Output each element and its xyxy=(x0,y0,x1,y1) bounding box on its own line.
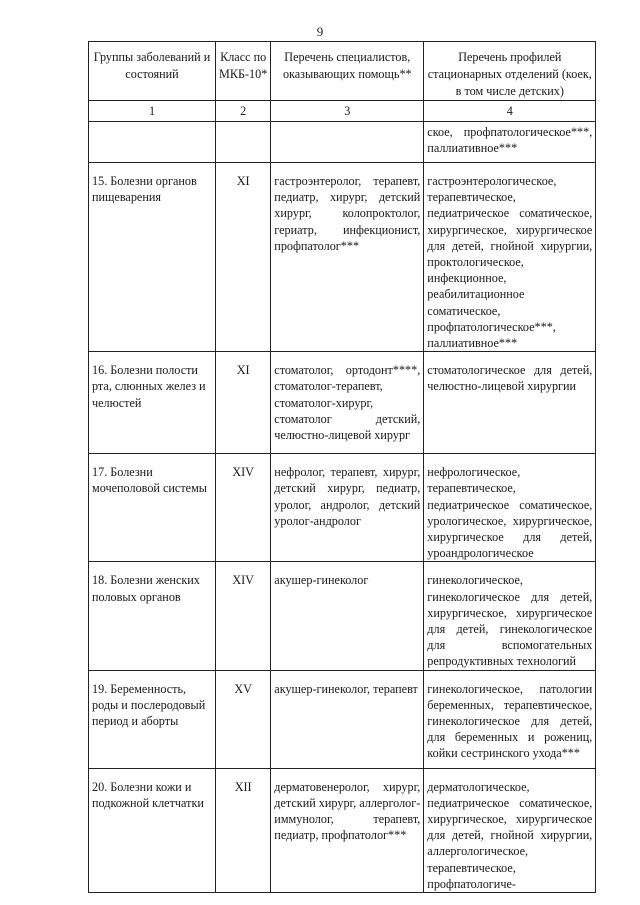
page-number: 9 xyxy=(316,24,324,39)
icd-class: XII xyxy=(216,768,271,892)
column-number: 1 xyxy=(89,101,216,122)
header-icd-class: Класс по МКБ-10* xyxy=(216,42,271,101)
specialists-list: стоматолог, ортодонт****, стоматолог-терапевт, стоматолог-хирург, стоматолог детский, челюстно-лицевой хирург xyxy=(271,352,424,454)
continuation-specialists xyxy=(271,122,424,163)
disease-group: 16. Болезни полости рта, слюнных желез и челюстей xyxy=(89,352,216,454)
profiles-list: нефрологическое, терапевтическое, педиатрическое соматическое, урологическое, хирургическое, хирургическое для детей, уроандрологическое xyxy=(424,454,596,562)
table-row xyxy=(89,352,596,454)
table-row xyxy=(89,454,596,562)
column-number: 3 xyxy=(271,101,424,122)
profiles-list: гастроэнтерологическое, терапевтическое, педиатрическое соматическое, хирургическое, хирургическое для детей, гнойной хирургии, проктологическое, инфекционное, реабилитационное соматическое, профпатологическое***, паллиативное*** xyxy=(424,163,596,352)
profiles-list: стоматологическое для детей, челюстно-лицевой хирургии xyxy=(424,352,596,454)
icd-class: XIV xyxy=(216,562,271,670)
disease-group: 19. Беременность, роды и послеродовый период и аборты xyxy=(89,670,216,768)
icd-class: XIV xyxy=(216,454,271,562)
table-row xyxy=(89,768,596,892)
disease-group: 17. Болезни мочеполовой системы xyxy=(89,454,216,562)
icd-class: XI xyxy=(216,163,271,352)
table-row xyxy=(89,562,596,670)
profiles-list: гинекологическое, патологии беременных, терапевтическое, гинекологическое для детей, для беременных и рожениц, койки сестринского ухода*** xyxy=(424,670,596,768)
disease-group: 15. Болезни органов пищеварения xyxy=(89,163,216,352)
specialists-list: нефролог, терапевт, хирург, детский хирург, педиатр, уролог, андролог, детский уролог-андролог xyxy=(271,454,424,562)
column-number: 4 xyxy=(424,101,596,122)
profiles-list: дерматологическое, педиатрическое соматическое, хирургическое, хирургическое для детей, гнойной хирургии, аллергологическое, терапевтическое, профпатологиче- xyxy=(424,768,596,892)
profiles-list: гинекологическое, гинекологическое для детей, хирургическое, хирургическое для детей, гинекологическое для вспомогательных репродуктивных технологий xyxy=(424,562,596,670)
column-number-row xyxy=(89,101,596,122)
column-number: 2 xyxy=(216,101,271,122)
header-specialists: Перечень специалистов, оказывающих помощь** xyxy=(271,42,424,101)
table-row xyxy=(89,163,596,352)
table-header-row xyxy=(89,42,596,101)
specialist-profile-table xyxy=(88,41,596,893)
icd-class: XI xyxy=(216,352,271,454)
icd-class: XV xyxy=(216,670,271,768)
disease-group: 18. Болезни женских половых органов xyxy=(89,562,216,670)
continuation-class xyxy=(216,122,271,163)
specialists-list: дерматовенеролог, хирург, детский хирург, аллерголог-иммунолог, терапевт, педиатр, профпатолог*** xyxy=(271,768,424,892)
continuation-group xyxy=(89,122,216,163)
continuation-profiles: ское, профпатологическое***, паллиативное*** xyxy=(424,122,596,163)
header-groups: Группы заболеваний и состояний xyxy=(89,42,216,101)
specialists-list: акушер-гинеколог xyxy=(271,562,424,670)
table-row xyxy=(89,670,596,768)
specialists-list: гастроэнтеролог, терапевт, педиатр, хирург, детский хирург, колопроктолог, гериатр, инфекционист, профпатолог*** xyxy=(271,163,424,352)
disease-group: 20. Болезни кожи и подкожной клетчатки xyxy=(89,768,216,892)
header-profiles: Перечень профилей стационарных отделений (коек, в том числе детских) xyxy=(424,42,596,101)
specialists-list: акушер-гинеколог, терапевт xyxy=(271,670,424,768)
continuation-row xyxy=(89,122,596,163)
